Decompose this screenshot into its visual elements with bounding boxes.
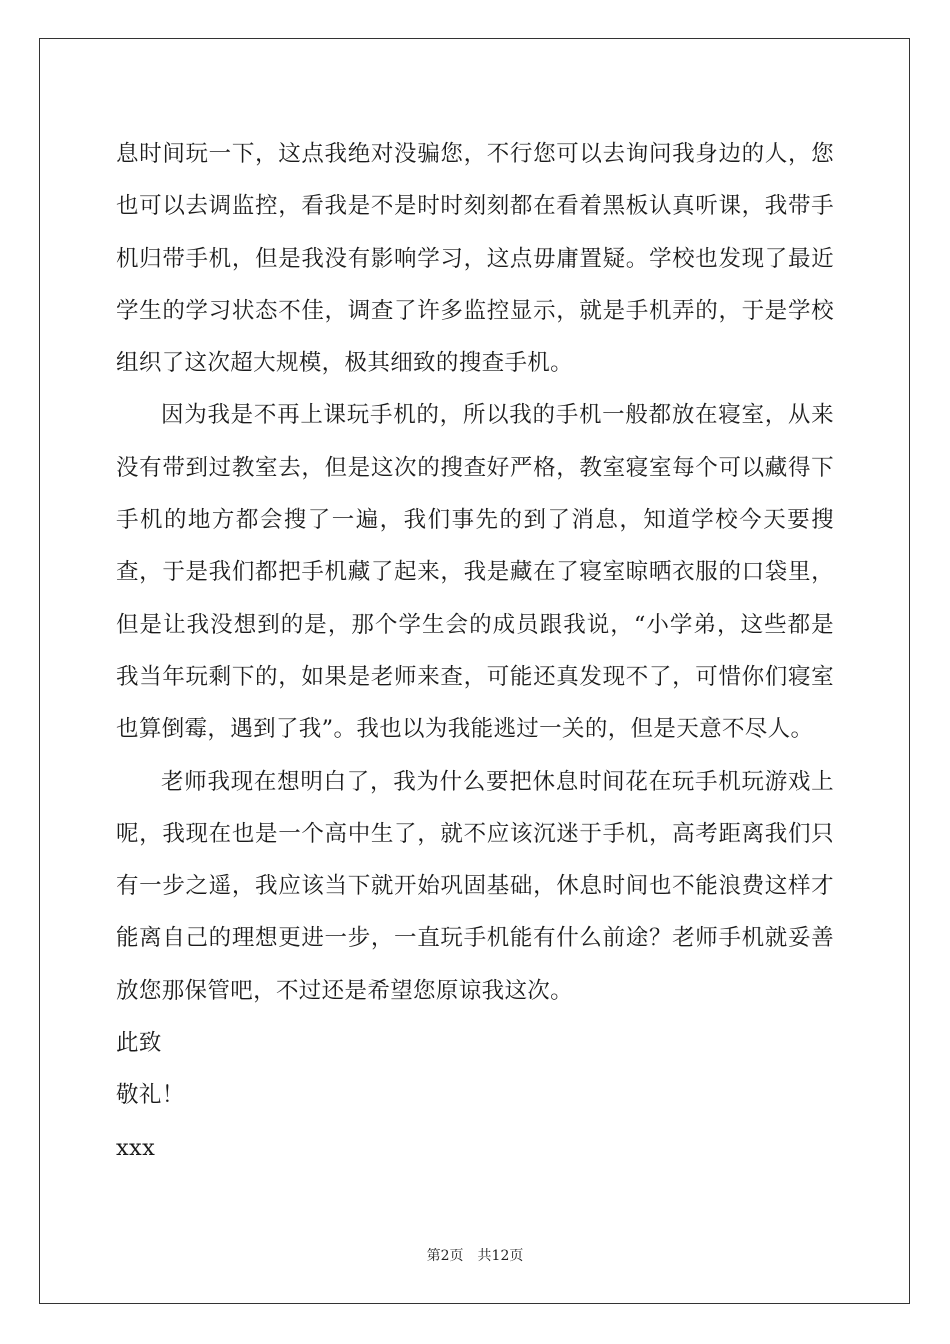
body-paragraph-3: 老师我现在想明白了，我为什么要把休息时间花在玩手机玩游戏上呢，我现在也是一个高中生了，就不应该沉迷于手机，高考距离我们只有一步之遥，我应该当下就开始巩固基础，休息时间也不能浪费这样才能离自己的理想更进一步，一直玩手机能有什么前途？老师手机就妥善放您那保管吧，不过还是希望您原谅我这次。: [116, 768, 834, 1004]
page-footer: [0, 1246, 950, 1266]
closing-phrase: 此致: [116, 1030, 162, 1057]
signature: xxx: [116, 1134, 156, 1161]
page-total: 共12页: [477, 1248, 524, 1264]
document-body: [116, 128, 834, 1174]
salutation: 敬礼！: [116, 1082, 185, 1109]
page-number: 第2页: [426, 1248, 464, 1264]
body-paragraph-1: 息时间玩一下，这点我绝对没骗您，不行您可以去询问我身边的人，您也可以去调监控，看我是不是时时刻刻都在看着黑板认真听课，我带手机归带手机，但是我没有影响学习，这点毋庸置疑。学校也发现了最近学生的学习状态不佳，调查了许多监控显示，就是手机弄的，于是学校组织了这次超大规模，极其细致的搜查手机。: [116, 141, 834, 377]
body-paragraph-2: 因为我是不再上课玩手机的，所以我的手机一般都放在寝室，从来没有带到过教室去，但是这次的搜查好严格，教室寝室每个可以藏得下手机的地方都会搜了一遍，我们事先的到了消息，知道学校今天要搜查，于是我们都把手机藏了起来，我是藏在了寝室晾晒衣服的口袋里，但是让我没想到的是，那个学生会的成员跟我说，“小学弟，这些都是我当年玩剩下的，如果是老师来查，可能还真发现不了，可惜你们寝室也算倒霉，遇到了我”。我也以为我能逃过一关的，但是天意不尽人。: [116, 402, 834, 743]
